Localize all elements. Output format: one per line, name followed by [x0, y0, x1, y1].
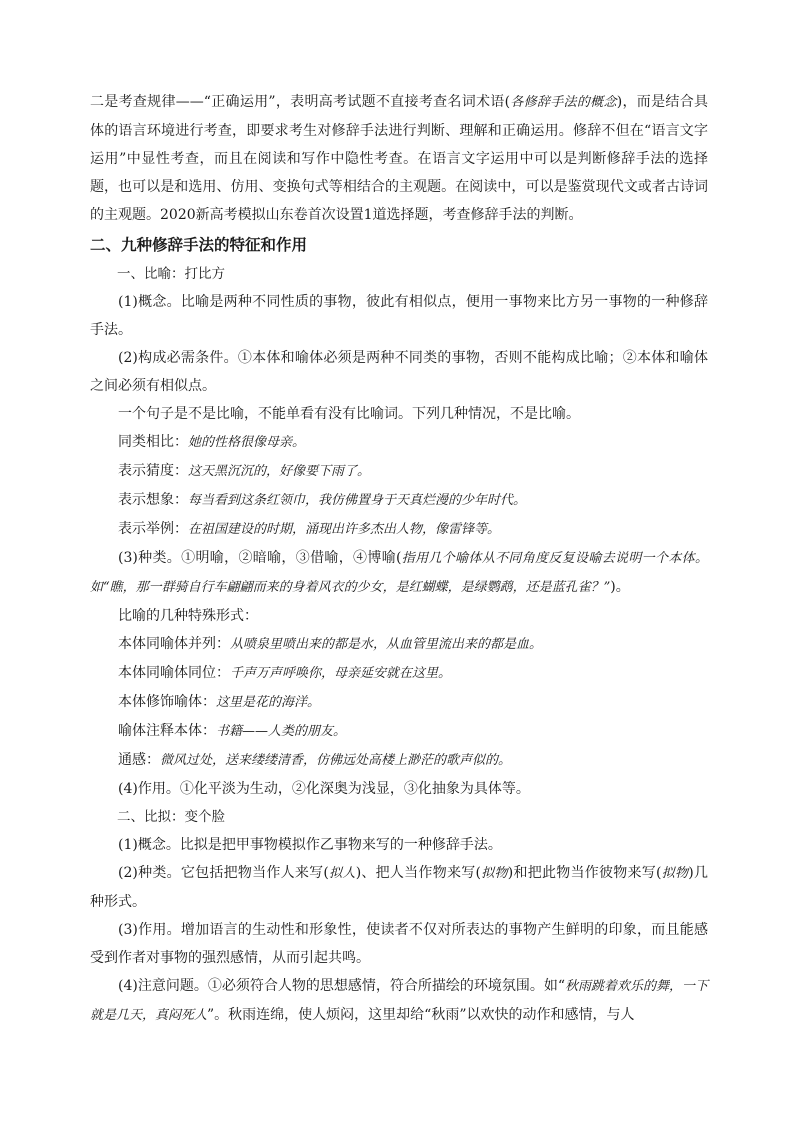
- special-form-item: [90, 630, 708, 659]
- special-form-item: [90, 717, 708, 746]
- intro-paragraph: [90, 88, 708, 229]
- kinds-text: )、把人当作物来写(: [355, 865, 481, 881]
- s1-kinds: [90, 544, 708, 602]
- attention-example: 秋雨跳着欢乐的舞，一下就是几天，真闷死人: [90, 979, 709, 1023]
- kinds-text: )和把此物当作彼物来写(: [507, 865, 662, 881]
- item-label: 表示想象：: [118, 492, 188, 508]
- kinds-text-a: (3)种类。①明喻，②暗喻，③借喻，④博喻(: [118, 550, 402, 566]
- intro-text-a: 二是考查规律——“正确运用”，表明高考试题不直接考查名词术语(: [90, 94, 511, 110]
- item-label: 喻体注释本体：: [118, 723, 216, 739]
- item-example: 千声万声呼唤你，母亲延安就在这里。: [230, 666, 452, 681]
- section-heading: 二、九种修辞手法的特征和作用: [90, 236, 308, 254]
- s2-kinds: [90, 859, 708, 916]
- item-label: 本体修饰喻体：: [118, 694, 216, 710]
- sec1-title: 一、比喻：打比方: [117, 266, 225, 282]
- non-metaphor-item: [90, 428, 708, 457]
- intro-text-b: )，而是结合具体的语言环境进行考查，即要求考生对修辞手法进行判断、理解和正确运用。修辞不但在“语言文字运用”中显性考查，而且在阅读和写作中隐性考查。在语言文字运用中可以是判断修辞手法的选择题，也可以是和选用、仿用、变换句式等相结合的主观题。在阅读中，可以是鉴赏现代文或者古诗词的主观题。2020新高考模拟山东卷首次设置1道选择题，考查修辞手法的判断。: [90, 94, 708, 223]
- kinds-annotation: 拟物: [480, 866, 508, 881]
- intro-annotation: 各修辞手法的概念: [510, 95, 617, 110]
- item-example: 这里是花的海洋。: [216, 695, 321, 710]
- kinds-annotation: 拟物: [661, 866, 689, 881]
- item-example: 书籍——人类的朋友。: [216, 724, 347, 739]
- special-form-item: [90, 659, 708, 688]
- non-metaphor-item: [90, 515, 708, 544]
- s2-concept: (1)概念。比拟是把甲事物模拟作乙事物来写的一种修辞手法。: [118, 837, 502, 853]
- item-label: 表示举例：: [118, 521, 188, 537]
- item-label: 表示猜度：: [118, 463, 188, 479]
- kinds-text-b: )。: [610, 579, 630, 595]
- s1-effect: (4)作用。①化平淡为生动，②化深奥为浅显，③化抽象为具体等。: [118, 781, 530, 797]
- item-example: 她的性格很像母亲。: [188, 435, 306, 450]
- item-example: 从喷泉里喷出来的都是水，从血管里流出来的都是血。: [230, 637, 543, 652]
- s2-attention: [90, 972, 708, 1030]
- item-example: 在祖国建设的时期，涌现出许多杰出人物，像雷锋等。: [188, 522, 501, 537]
- special-form-item: [90, 746, 708, 775]
- s1-concept: (1)概念。比喻是两种不同性质的事物，彼此有相似点，便用一事物来比方另一事物的一种修辞手法。: [90, 294, 708, 338]
- item-example: 每当看到这条红领巾，我仿佛置身于天真烂漫的少年时代。: [188, 493, 527, 508]
- special-form-item: [90, 688, 708, 717]
- special-forms-title: 比喻的几种特殊形式：: [118, 608, 258, 624]
- kinds-text: )几种形式。: [90, 865, 708, 910]
- non-metaphor-item: [90, 486, 708, 515]
- non-metaphor-item: [90, 457, 708, 486]
- attention-text-b: ”。秋雨连绵，使人烦闷，这里却给“秋雨”以欢快的动作和感情，与人: [207, 1007, 635, 1023]
- s1-condition: (2)构成必需条件。①本体和喻体必须是两种不同类的事物，否则不能构成比喻；②本体和喻体之间必须有相似点。: [90, 350, 708, 394]
- item-label: 同类相比：: [118, 434, 188, 450]
- attention-text-a: (4)注意问题。①必须符合人物的思想感情，符合所描绘的环境氛围。如“: [118, 978, 565, 994]
- s2-effect: (3)作用。增加语言的生动性和形象性，使读者不仅对所表达的事物产生鲜明的印象，而且能感受到作者对事物的强烈感情，从而引起共鸣。: [90, 922, 708, 966]
- item-example: 微风过处，送来缕缕清香，仿佛远处高楼上渺茫的歌声似的。: [160, 753, 512, 768]
- item-label: 本体同喻体并列：: [118, 636, 230, 652]
- item-label: 通感：: [118, 752, 160, 768]
- s1-note: 一个句子是不是比喻，不能单看有没有比喻词。下列几种情况，不是比喻。: [118, 406, 580, 422]
- item-label: 本体同喻体同位：: [118, 665, 230, 681]
- item-example: 这天黑沉沉的，好像要下雨了。: [188, 464, 371, 479]
- kinds-annotation: 拟人: [328, 866, 356, 881]
- kinds-annotation: 指用几个喻体从不同角度反复设喻去说明一个本体。如“瞧，那一群骑自行车翩翩而来的身着风衣的少女，是红蝴蝶，是绿鹦鹉，还是蓝孔雀？”: [90, 551, 708, 595]
- sec2-title: 二、比拟：变个脸: [117, 809, 225, 825]
- kinds-text: (2)种类。它包括把物当作人来写(: [118, 865, 329, 881]
